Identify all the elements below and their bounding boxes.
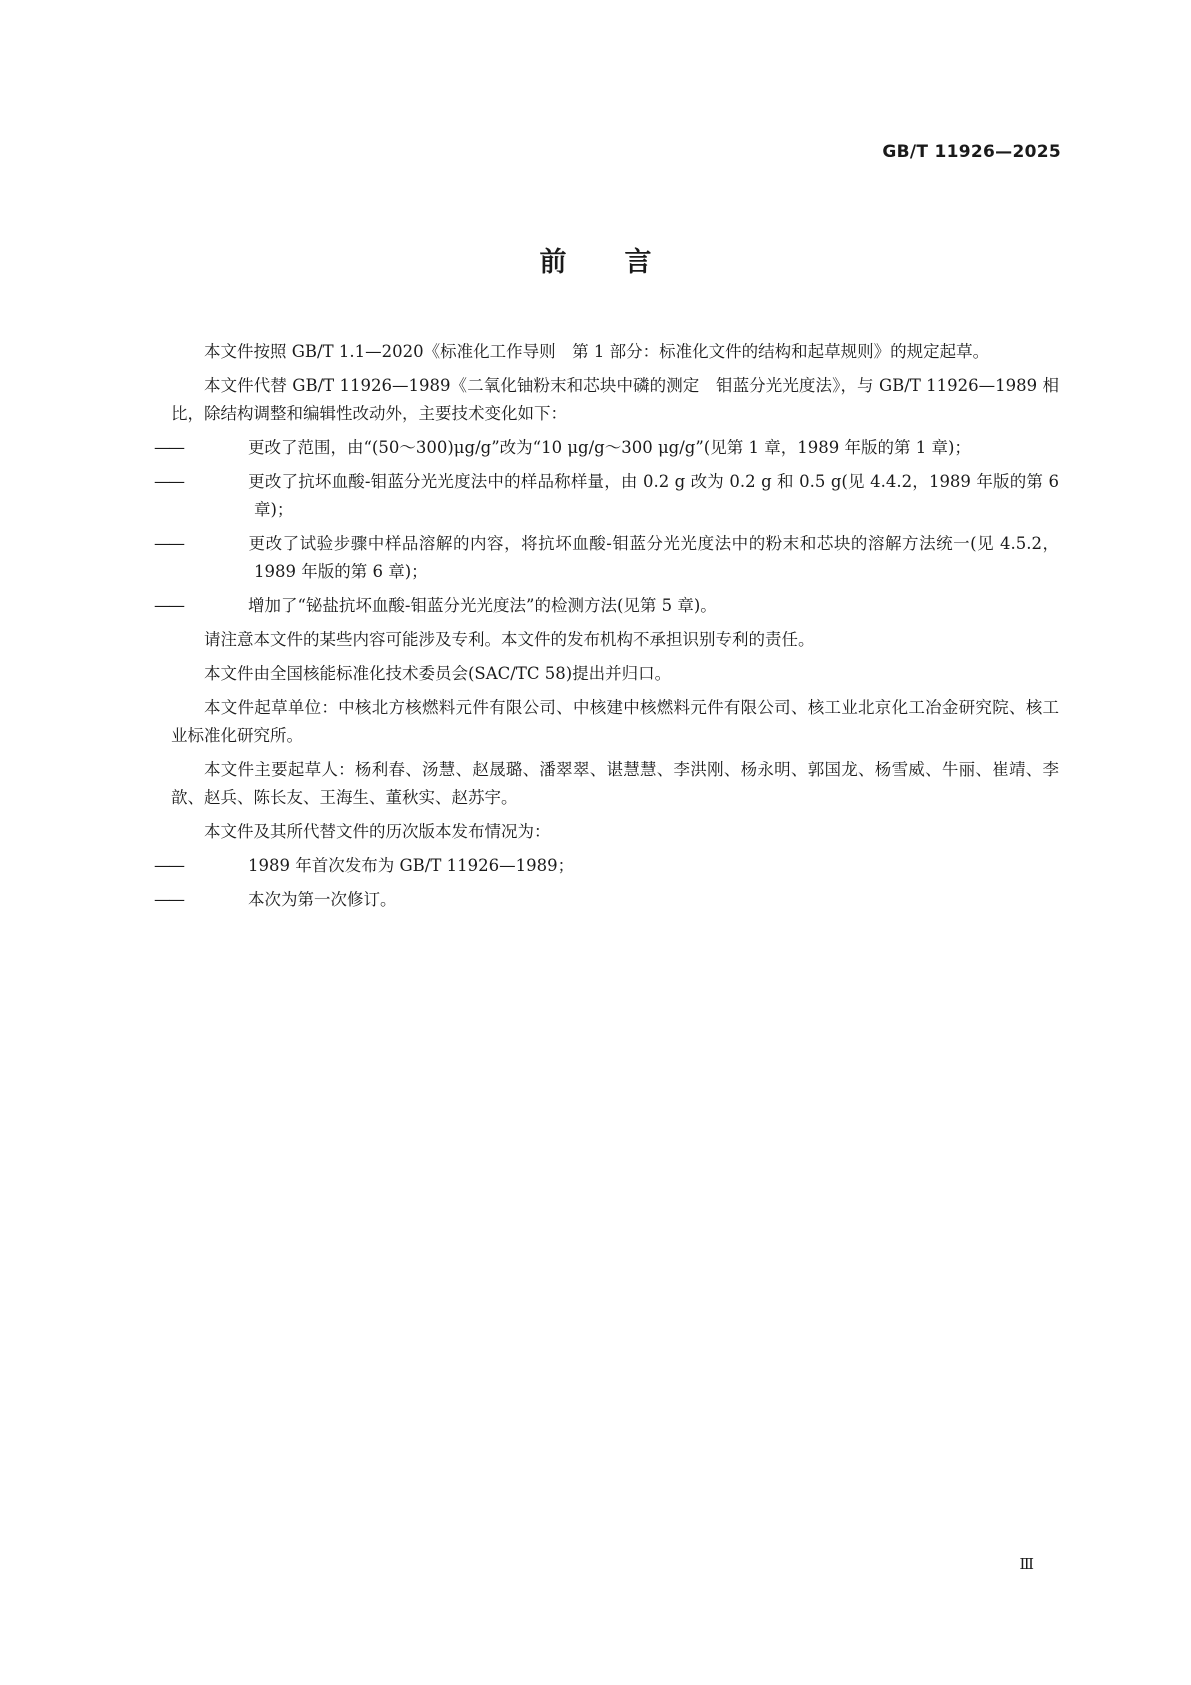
history-item — [154, 852, 1059, 880]
paragraph-proposer: 本文件由全国核能标准化技术委员会(SAC/TC 58)提出并归口。 — [204, 664, 672, 683]
change-text: 更改了试验步骤中样品溶解的内容，将抗坏血酸-钼蓝分光光度法中的粉末和芯块的溶解方法统一(见 4.5.2，1989 年版的第 6 章)； — [248, 534, 1059, 581]
page-number: Ⅲ — [1019, 1555, 1034, 1573]
paragraph-drafting-units: 本文件起草单位：中核北方核燃料元件有限公司、中核建中核燃料元件有限公司、核工业北京化工冶金研究院、核工业标准化研究所。 — [171, 698, 1059, 745]
paragraph-drafters: 本文件主要起草人：杨利春、汤慧、赵晟璐、潘翠翠、谌慧慧、李洪刚、杨永明、郭国龙、杨雪威、牛丽、崔靖、李歆、赵兵、陈长友、王海生、董秋实、赵苏宇。 — [171, 760, 1059, 807]
change-item — [154, 434, 1059, 462]
page-title: 前言 — [539, 247, 710, 278]
dash-mark: —— — [154, 890, 183, 909]
dash-mark: —— — [154, 596, 183, 615]
change-text: 更改了抗坏血酸-钼蓝分光光度法中的样品称样量，由 0.2 g 改为 0.2 g 和 0.5 g(见 4.4.2，1989 年版的第 6 章)； — [248, 472, 1059, 519]
dash-mark: —— — [154, 534, 183, 553]
change-item — [154, 592, 1059, 620]
dash-mark: —— — [154, 856, 183, 875]
change-text: 更改了范围，由“(50～300)μg/g”改为“10 μg/g～300 μg/g”(见第 1 章，1989 年版的第 1 章)； — [248, 438, 971, 457]
change-item — [154, 468, 1059, 524]
dash-mark: —— — [154, 472, 183, 491]
change-text: 增加了“铋盐抗坏血酸-钼蓝分光光度法”的检测方法(见第 5 章)。 — [248, 596, 717, 615]
standard-number: GB/T 11926—2025 — [882, 142, 1061, 162]
document-body — [154, 338, 1059, 920]
paragraph-replacement: 本文件代替 GB/T 11926—1989《二氧化铀粉末和芯块中磷的测定 钼蓝分光光度法》，与 GB/T 11926—1989 相比，除结构调整和编辑性改动外，主要技术变化如下： — [171, 376, 1059, 423]
paragraph-history-intro: 本文件及其所代替文件的历次版本发布情况为： — [204, 822, 551, 841]
change-item — [154, 530, 1059, 586]
paragraph-patent-notice: 请注意本文件的某些内容可能涉及专利。本文件的发布机构不承担识别专利的责任。 — [204, 630, 815, 649]
dash-mark: —— — [154, 438, 183, 457]
history-item — [154, 886, 1059, 914]
history-text: 本次为第一次修订。 — [248, 890, 397, 909]
history-text: 1989 年首次发布为 GB/T 11926—1989； — [248, 856, 575, 875]
paragraph-drafting-rules: 本文件按照 GB/T 1.1—2020《标准化工作导则 第 1 部分：标准化文件的结构和起草规则》的规定起草。 — [204, 342, 990, 361]
